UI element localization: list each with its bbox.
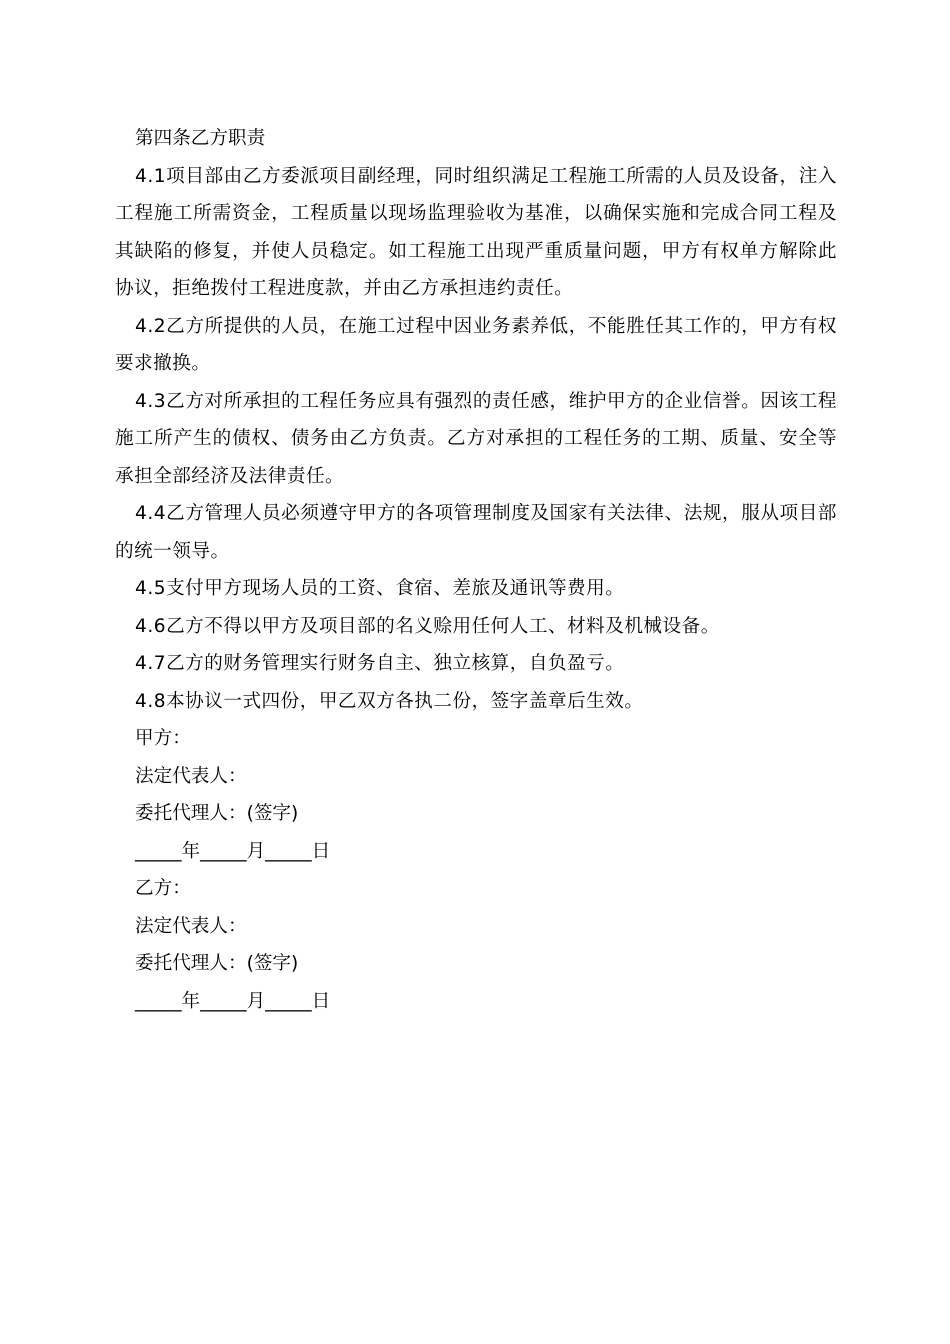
party-a-agent: 委托代理人：(签字) — [135, 803, 299, 824]
party-a-legal-rep: 法定代表人： — [135, 765, 247, 787]
party-b-legal-rep: 法定代表人： — [135, 915, 247, 937]
party-b-date: _____年_____月_____日 — [135, 990, 331, 1012]
clause-4-7: 4.7乙方的财务管理实行财务自主、独立核算，自负盈亏。 — [135, 653, 625, 674]
clause-4-2: 4.2乙方所提供的人员，在施工过程中因业务素养低，不能胜任其工作的，甲方有权要求撤换。 — [115, 315, 837, 374]
party-b-signature-block — [115, 870, 837, 1020]
clause-4-4: 4.4乙方管理人员必须遵守甲方的各项管理制度及国家有关法律、法规，服从项目部的统一领导。 — [115, 503, 837, 562]
article-heading: 第四条乙方职责 — [135, 128, 266, 149]
party-b-label: 乙方： — [135, 878, 191, 899]
party-a-label: 甲方： — [135, 728, 191, 749]
clause-4-3: 4.3乙方对所承担的工程任务应具有强烈的责任感，维护甲方的企业信誉。因该工程施工所产生的债权、债务由乙方负责。乙方对承担的工程任务的工期、质量、安全等承担全部经济及法律责任。 — [115, 390, 837, 487]
clause-4-6: 4.6乙方不得以甲方及项目部的名义赊用任何人工、材料及机械设备。 — [135, 615, 720, 637]
clause-4-1: 4.1项目部由乙方委派项目副经理，同时组织满足工程施工所需的人员及设备，注入工程施工所需资金，工程质量以现场监理验收为基准，以确保实施和完成合同工程及其缺陷的修复，并使人员稳定。如工程施工出现严重质量问题，甲方有权单方解除此协议，拒绝拨付工程进度款，并由乙方承担违约责任。 — [115, 165, 837, 299]
party-a-signature-block — [115, 720, 837, 870]
clause-4-5: 4.5支付甲方现场人员的工资、食宿、差旅及通讯等费用。 — [135, 578, 625, 599]
party-b-agent: 委托代理人：(签字) — [135, 953, 299, 974]
document-page — [115, 120, 837, 1020]
party-a-date: _____年_____月_____日 — [135, 840, 331, 862]
clause-4-8: 4.8本协议一式四份，甲乙双方各执二份，签字盖章后生效。 — [135, 690, 644, 712]
